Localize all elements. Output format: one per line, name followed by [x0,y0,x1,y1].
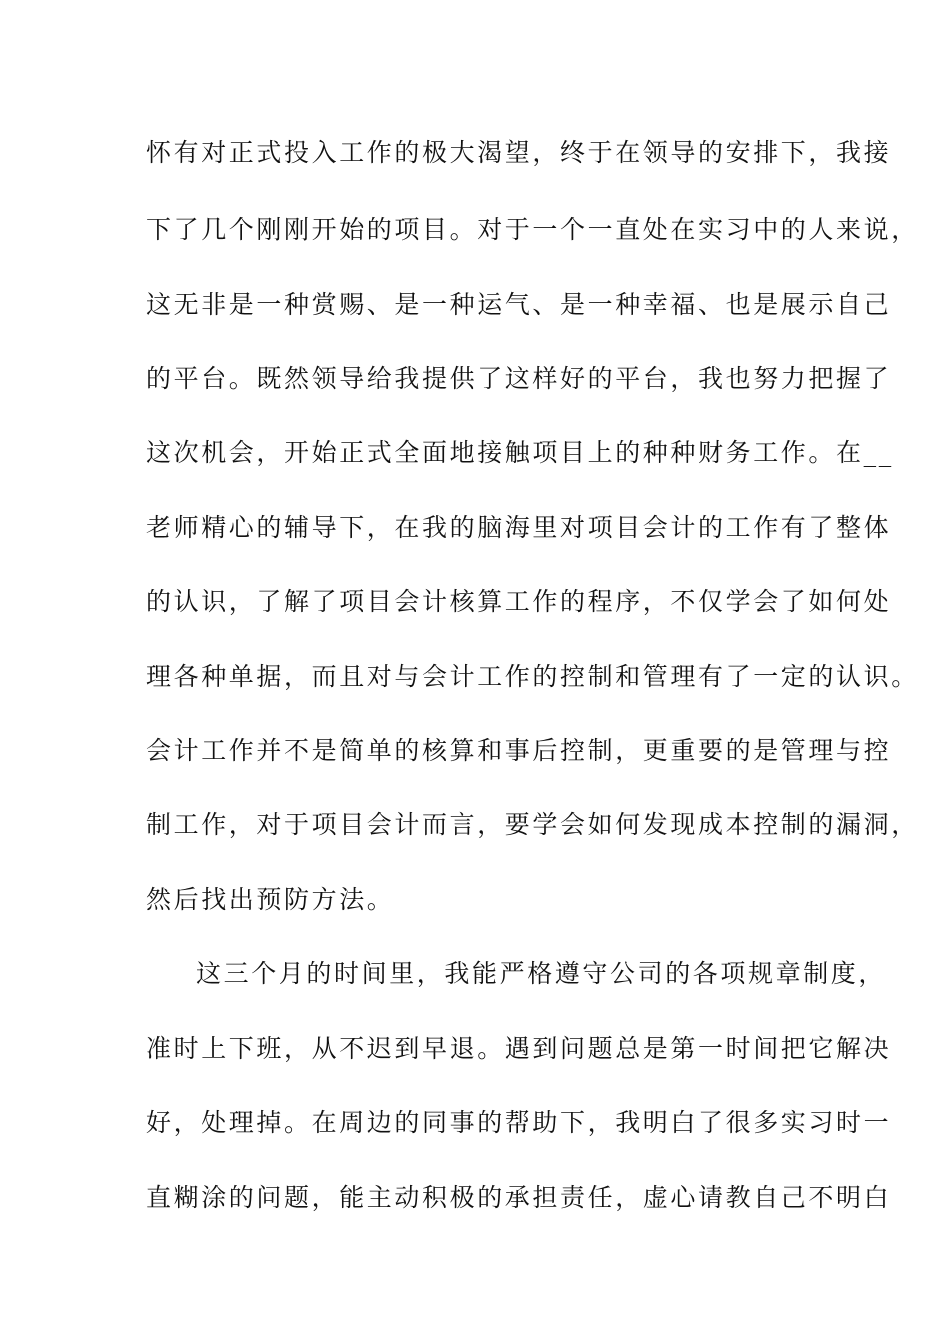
paragraph-line: 怀有对正式投入工作的极大渴望，终于在领导的安排下，我接 [146,138,892,167]
paragraph-line: 下了几个刚刚开始的项目。对于一个一直处在实习中的人来说， [146,215,919,244]
paragraph-line: 直糊涂的问题，能主动积极的承担责任，虚心请教自己不明白 [146,1183,892,1212]
paragraph-line: 这次机会，开始正式全面地接触项目上的种种财务工作。在__ [146,438,894,467]
paragraph-line: 然后找出预防方法。 [146,885,395,914]
paragraph-line: 理各种单据，而且对与会计工作的控制和管理有了一定的认识。 [146,662,919,691]
paragraph-line: 好，处理掉。在周边的同事的帮助下，我明白了很多实习时一 [146,1108,892,1137]
paragraph-first-line: 这三个月的时间里，我能严格遵守公司的各项规章制度， [196,959,887,988]
paragraph-line: 准时上下班，从不迟到早退。遇到问题总是第一时间把它解决 [146,1034,892,1063]
paragraph-line: 的平台。既然领导给我提供了这样好的平台，我也努力把握了 [146,364,892,393]
paragraph-line: 制工作，对于项目会计而言，要学会如何发现成本控制的漏洞， [146,810,919,839]
paragraph-line: 老师精心的辅导下，在我的脑海里对项目会计的工作有了整体 [146,513,892,542]
paragraph-line: 这无非是一种赏赐、是一种运气、是一种幸福、也是展示自己 [146,290,892,319]
paragraph-line: 的认识，了解了项目会计核算工作的程序，不仅学会了如何处 [146,587,892,616]
paragraph-line: 会计工作并不是简单的核算和事后控制，更重要的是管理与控 [146,736,892,765]
